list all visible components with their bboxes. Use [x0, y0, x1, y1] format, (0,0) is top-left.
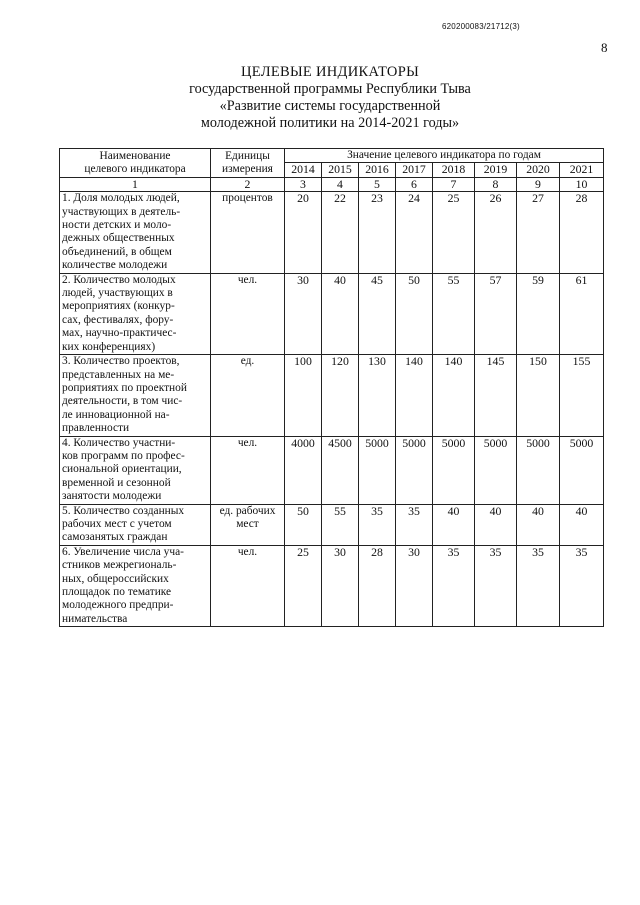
column-number: 3	[285, 177, 322, 191]
value-cell-2021: 28	[560, 192, 604, 273]
value-cell-2014: 100	[285, 355, 322, 436]
table-row	[60, 273, 604, 354]
year-cell: 2017	[396, 163, 433, 177]
year-cell: 2019	[475, 163, 517, 177]
value-cell-2014: 4000	[285, 436, 322, 504]
year-cell: 2020	[517, 163, 560, 177]
indicator-name-line: количестве молодежи	[62, 259, 168, 272]
column-number: 2	[211, 177, 285, 191]
unit-line: ед. рабочих	[219, 504, 276, 517]
value-cell-2019: 26	[475, 192, 517, 273]
header-text: Единицы	[225, 149, 270, 162]
column-number: 9	[517, 177, 560, 191]
indicator-name-line: рабочих мест с учетом	[62, 517, 172, 530]
value-cell-2016: 28	[359, 545, 396, 626]
unit-cell	[211, 355, 285, 436]
value-cell-2018: 140	[433, 355, 475, 436]
indicator-name-line: дежных общественных	[62, 232, 175, 245]
indicator-name-cell	[60, 192, 211, 273]
title-line-4: молодежной политики на 2014-2021 годы»	[200, 115, 460, 131]
indicator-name-line: 5. Количество созданных	[62, 504, 185, 517]
year-cell: 2021	[560, 163, 604, 177]
title-line-2: государственной программы Республики Тыва	[189, 81, 471, 97]
value-cell-2015: 22	[322, 192, 359, 273]
unit-line: чел.	[237, 436, 258, 449]
value-cell-2014: 25	[285, 545, 322, 626]
value-cell-2016: 23	[359, 192, 396, 273]
unit-line: чел.	[237, 545, 258, 558]
header-text: Наименование	[99, 149, 171, 162]
indicators-table	[59, 148, 604, 627]
value-cell-2015: 120	[322, 355, 359, 436]
value-cell-2020: 27	[517, 192, 560, 273]
value-cell-2021: 40	[560, 504, 604, 545]
indicator-name-line: роприятиях по проектной	[62, 381, 187, 394]
value-cell-2015: 4500	[322, 436, 359, 504]
unit-line: мест	[236, 517, 259, 530]
value-cell-2018: 35	[433, 545, 475, 626]
table-row	[60, 504, 604, 545]
table-row	[60, 192, 604, 273]
header-text: целевого индикатора	[84, 162, 186, 175]
indicator-name-line: сиональной ориентации,	[62, 463, 182, 476]
table-row	[60, 545, 604, 626]
indicator-name-line: сах, фестивалях, фору-	[62, 313, 174, 326]
value-cell-2016: 5000	[359, 436, 396, 504]
value-cell-2016: 45	[359, 273, 396, 354]
document-title	[0, 64, 640, 132]
indicator-name-line: 3. Количество проектов,	[62, 355, 180, 368]
unit-cell	[211, 436, 285, 504]
indicator-name-line: деятельности, в том чис-	[62, 395, 183, 408]
value-cell-2021: 155	[560, 355, 604, 436]
indicator-name-line: объединений, в общем	[62, 245, 172, 258]
year-cell: 2014	[285, 163, 322, 177]
indicator-name-cell	[60, 545, 211, 626]
indicator-name-cell	[60, 355, 211, 436]
value-cell-2019: 35	[475, 545, 517, 626]
indicator-name-line: 4. Количество участни-	[62, 436, 176, 449]
value-cell-2017: 5000	[396, 436, 433, 504]
value-cell-2017: 50	[396, 273, 433, 354]
value-cell-2020: 150	[517, 355, 560, 436]
indicator-name-line: площадок по тематике	[62, 586, 172, 598]
title-line-1: ЦЕЛЕВЫЕ ИНДИКАТОРЫ	[240, 64, 420, 80]
indicator-name-line: людей, участвующих в	[62, 287, 173, 300]
column-number: 8	[475, 177, 517, 191]
value-cell-2019: 57	[475, 273, 517, 354]
indicator-name-line: ков программ по профес-	[62, 449, 185, 462]
indicator-name-line: участвующих в деятель-	[62, 205, 181, 218]
indicator-name-cell	[60, 273, 211, 354]
unit-cell	[211, 545, 285, 626]
indicator-name-cell	[60, 504, 211, 545]
indicator-name-line: временной и сезонной	[62, 476, 171, 489]
value-cell-2015: 55	[322, 504, 359, 545]
value-cell-2016: 130	[359, 355, 396, 436]
unit-cell	[211, 504, 285, 545]
indicator-name-line: мах, научно-практичес-	[62, 327, 177, 340]
value-cell-2017: 140	[396, 355, 433, 436]
year-cell: 2015	[322, 163, 359, 177]
header-text: измерения	[222, 162, 273, 175]
indicator-name-line: представленных на ме-	[62, 368, 175, 381]
value-cell-2014: 20	[285, 192, 322, 273]
value-cell-2017: 35	[396, 504, 433, 545]
unit-line: процентов	[222, 192, 273, 205]
header-values-by-year: Значение целевого индикатора по годам	[285, 149, 604, 163]
indicator-name-line: мероприятиях (конкур-	[62, 300, 175, 313]
value-cell-2015: 30	[322, 545, 359, 626]
value-cell-2015: 40	[322, 273, 359, 354]
indicator-name-line: самозанятых граждан	[62, 531, 168, 544]
header-unit	[211, 149, 285, 178]
indicator-name-line: правленности	[62, 422, 130, 435]
value-cell-2017: 24	[396, 192, 433, 273]
column-number: 7	[433, 177, 475, 191]
column-number: 1	[60, 177, 211, 191]
indicator-name-cell	[60, 436, 211, 504]
title-line-3: «Развитие системы государственной	[219, 98, 441, 114]
indicator-name-line: 2. Количество молодых	[62, 273, 176, 286]
table-column-numbers-row	[60, 177, 604, 191]
indicator-name-line: ности детских и моло-	[62, 219, 172, 232]
value-cell-2016: 35	[359, 504, 396, 545]
value-cell-2020: 59	[517, 273, 560, 354]
unit-cell	[211, 192, 285, 273]
indicator-name-line: ле инновационной на-	[62, 408, 170, 421]
page-number: 8	[601, 40, 608, 55]
table-row	[60, 436, 604, 504]
table-header-row	[60, 149, 604, 163]
value-cell-2020: 35	[517, 545, 560, 626]
value-cell-2020: 5000	[517, 436, 560, 504]
column-number: 5	[359, 177, 396, 191]
indicator-name-line: занятости молодежи	[62, 490, 162, 503]
value-cell-2017: 30	[396, 545, 433, 626]
year-cell: 2018	[433, 163, 475, 177]
indicator-name-line: 6. Увеличение числа уча-	[62, 545, 184, 558]
column-number: 10	[560, 177, 604, 191]
indicator-name-line: ных, общероссийских	[62, 572, 169, 585]
document-code: 620200083/21712(3)	[442, 22, 520, 31]
unit-line: ед.	[240, 355, 255, 368]
year-cell: 2016	[359, 163, 396, 177]
unit-line: чел.	[237, 273, 258, 286]
value-cell-2019: 145	[475, 355, 517, 436]
value-cell-2019: 5000	[475, 436, 517, 504]
unit-cell	[211, 273, 285, 354]
table-row	[60, 355, 604, 436]
value-cell-2021: 61	[560, 273, 604, 354]
indicator-name-line: молодежного предпри-	[62, 599, 174, 612]
value-cell-2019: 40	[475, 504, 517, 545]
indicator-name-line: нимательства	[62, 612, 128, 625]
value-cell-2018: 55	[433, 273, 475, 354]
indicator-name-line: ких конференциях)	[62, 340, 156, 353]
value-cell-2021: 35	[560, 545, 604, 626]
value-cell-2020: 40	[517, 504, 560, 545]
value-cell-2021: 5000	[560, 436, 604, 504]
value-cell-2014: 30	[285, 273, 322, 354]
indicator-name-line: стников межрегиональ-	[62, 559, 177, 572]
value-cell-2018: 25	[433, 192, 475, 273]
header-indicator-name	[60, 149, 211, 178]
column-number: 6	[396, 177, 433, 191]
indicator-name-line: 1. Доля молодых людей,	[62, 192, 180, 205]
value-cell-2018: 5000	[433, 436, 475, 504]
value-cell-2018: 40	[433, 504, 475, 545]
value-cell-2014: 50	[285, 504, 322, 545]
column-number: 4	[322, 177, 359, 191]
